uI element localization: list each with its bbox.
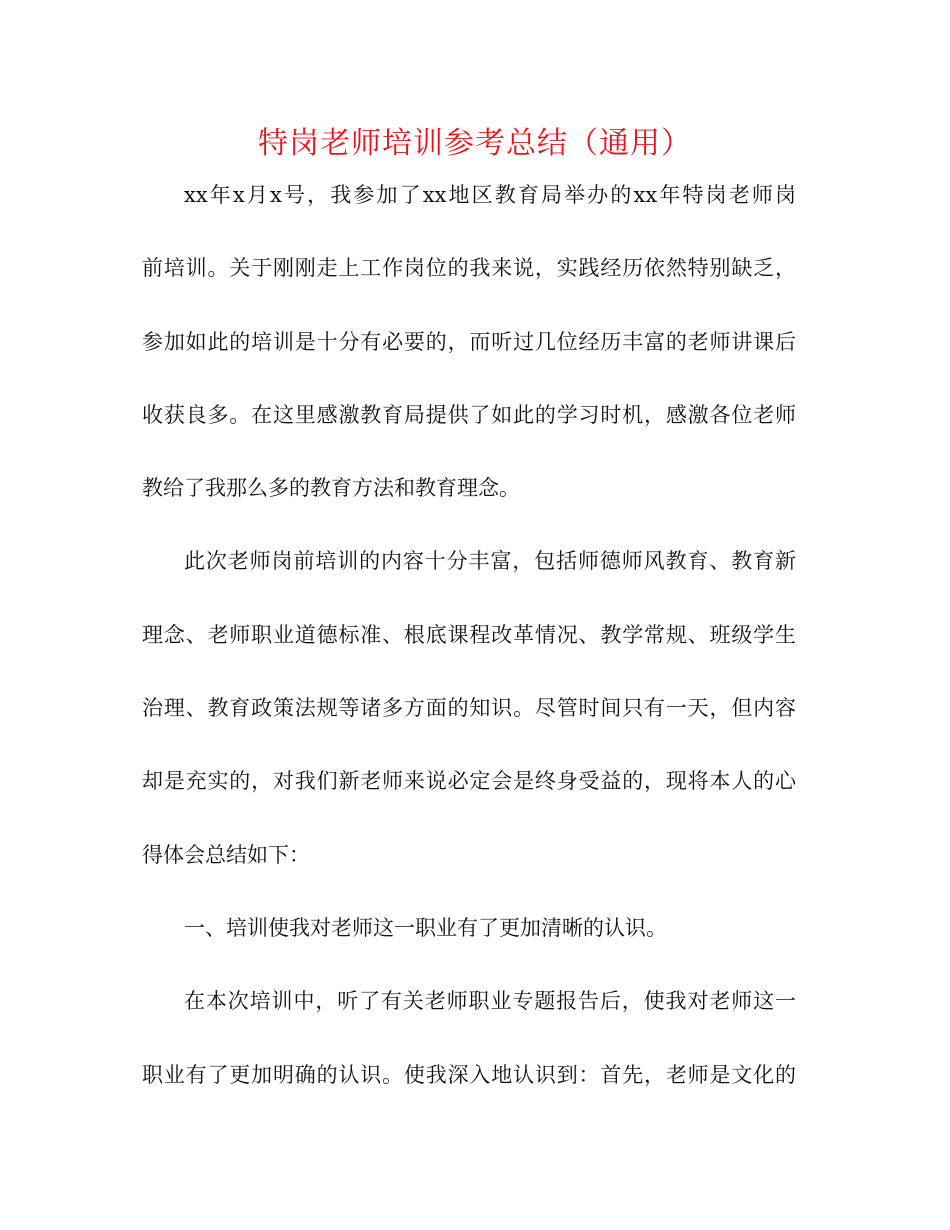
paragraph-line: 教给了我那么多的教育方法和教育理念。 [142, 476, 520, 501]
paragraph-line: 却是充实的，对我们新老师来说必定会是终身受益的，现将本人的心 [142, 769, 796, 794]
paragraph-line: 得体会总结如下： [142, 842, 310, 867]
paragraph-line: 在本次培训中，听了有关老师职业专题报告后，使我对老师这一 [184, 989, 796, 1014]
paragraph-line: 理念、老师职业道德标准、根底课程改革情况、教学常规、班级学生 [142, 622, 796, 647]
paragraph-line: 前培训。关于刚刚走上工作岗位的我来说，实践经历依然特别缺乏， [142, 256, 796, 281]
paragraph-line: 此次老师岗前培训的内容十分丰富，包括师德师风教育、教育新 [184, 549, 796, 574]
section-heading: 一、培训使我对老师这一职业有了更加清晰的认识。 [184, 915, 667, 940]
document-title: 特岗老师培训参考总结（通用） [258, 126, 692, 161]
paragraph-line: xx年x月x号，我参加了xx地区教育局举办的xx年特岗老师岗 [184, 183, 796, 207]
paragraph-line: 治理、教育政策法规等诸多方面的知识。尽管时间只有一天，但内容 [142, 696, 796, 721]
document-body [142, 174, 796, 1127]
paragraph-line: 收获良多。在这里感激教育局提供了如此的学习时机，感激各位老师 [142, 402, 796, 427]
paragraph-line: 参加如此的培训是十分有必要的，而听过几位经历丰富的老师讲课后 [142, 329, 796, 354]
paragraph-line: 职业有了更加明确的认识。使我深入地认识到：首先，老师是文化的 [142, 1062, 796, 1087]
